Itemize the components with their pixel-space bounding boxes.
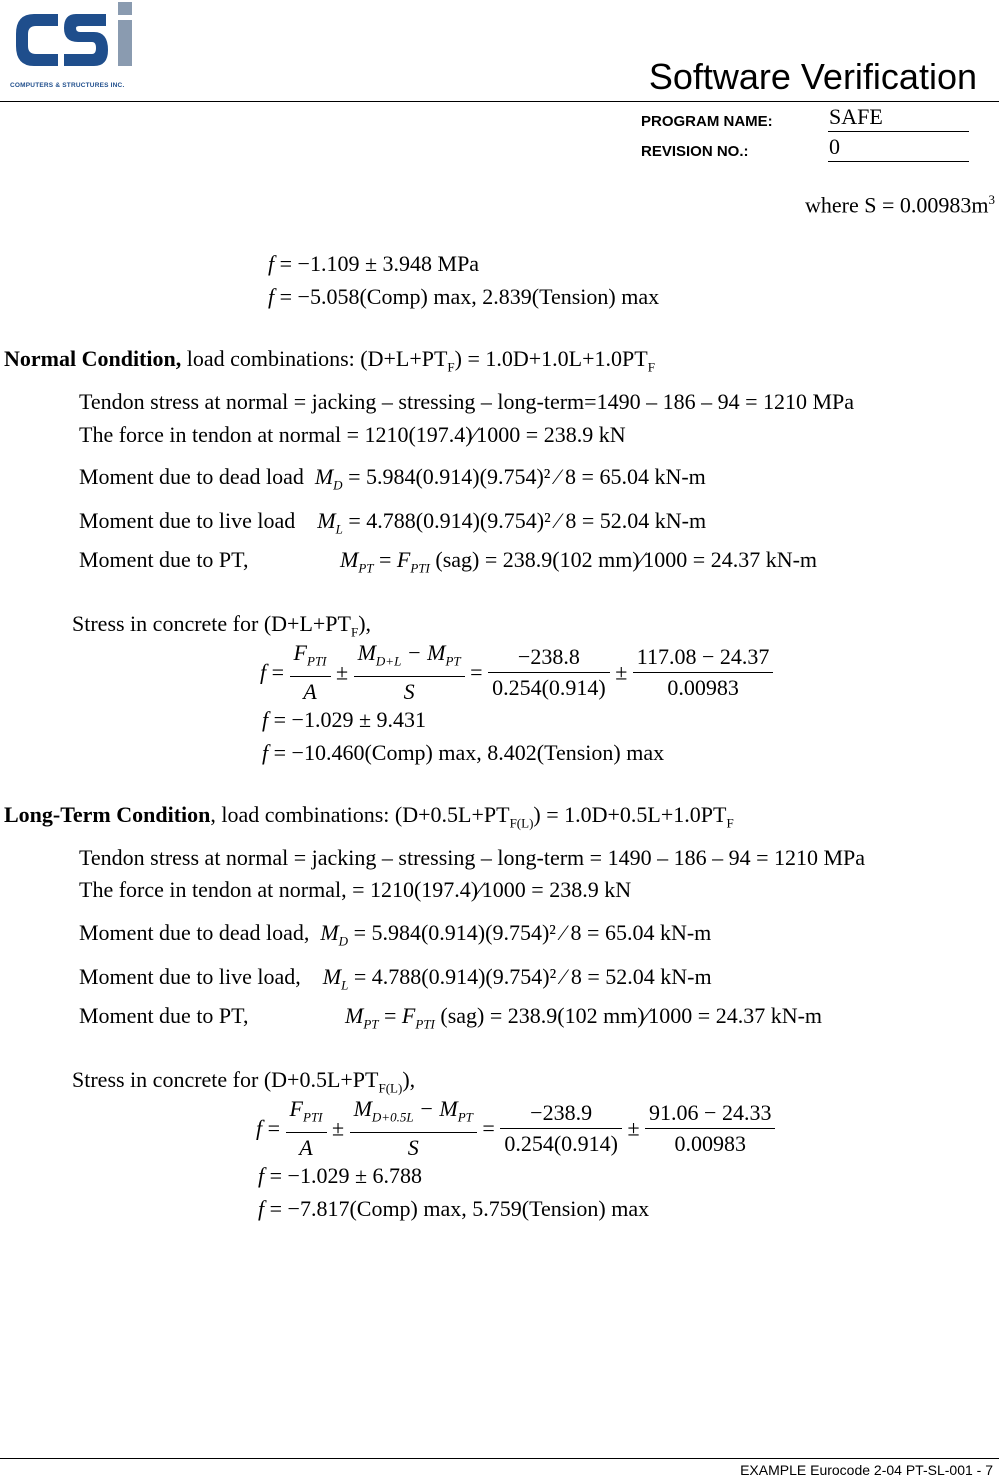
numerator-f: F (289, 1096, 303, 1121)
f-symbol: f (268, 251, 275, 276)
d-subscript: D (333, 477, 343, 493)
m-symbol: M (320, 920, 339, 945)
fraction-fpti-a (286, 1096, 327, 1161)
normal-force (79, 422, 626, 448)
normal-pt-equation (340, 547, 817, 576)
pm-sign: ± (615, 659, 628, 685)
normal-stress-fraction-equation (260, 640, 773, 705)
normal-heading-end-sub: F (647, 359, 655, 375)
m-symbol: M (322, 964, 342, 989)
pm-sign: ± (627, 1115, 640, 1141)
numerator-m: M (357, 640, 376, 665)
longterm-res2-value: = −7.817(Comp) max, 5.759(Tension) max (269, 1196, 650, 1221)
normal-condition-heading (4, 346, 655, 375)
top-eq2-value: = −5.058(Comp) max, 2.839(Tension) max (279, 284, 660, 309)
longterm-res1-value: = −1.029 ± 6.788 (269, 1163, 423, 1188)
program-name-value: SAFE (829, 104, 883, 129)
fraction-moment-s (354, 640, 465, 705)
fraction-numerator: 91.06 − 24.33 (645, 1100, 775, 1129)
longterm-result-1 (258, 1163, 422, 1189)
longterm-heading-end-sub: F (726, 815, 734, 831)
normal-pt-label: Moment due to PT, (79, 547, 249, 572)
pt-subscript: PT (363, 1016, 379, 1032)
longterm-pt-equation (345, 1003, 822, 1032)
normal-result-1 (262, 707, 426, 733)
f-symbol: f (262, 740, 269, 765)
normal-stress-label (72, 611, 371, 640)
normal-live-eq: = 4.788(0.914)(9.754)² ⁄ 8 = 52.04 kN-m (348, 508, 707, 533)
fraction-denominator: A (303, 679, 317, 705)
m-symbol: M (345, 1003, 364, 1028)
pm-sign: ± (332, 1115, 345, 1141)
top-equation-2 (268, 284, 659, 310)
where-s-exponent: 3 (988, 192, 995, 207)
f-cap-symbol: F (396, 547, 411, 572)
longterm-force-eq: 1210(197.4)⁄1000 = 238.9 kN (369, 877, 632, 902)
normal-dead-eq: = 5.984(0.914)(9.754)² ⁄ 8 = 65.04 kN-m (348, 464, 706, 489)
normal-force-label: The force in tendon at normal = (79, 422, 365, 447)
longterm-force (79, 877, 631, 903)
longterm-pt-moment (79, 1003, 248, 1029)
longterm-dead-eq: = 5.984(0.914)(9.754)² ⁄ 8 = 65.04 kN-m (353, 920, 712, 945)
m-symbol: M (317, 508, 336, 533)
logo-subtitle: COMPUTERS & STRUCTURES INC. (10, 82, 125, 89)
fraction-fpti-a (290, 640, 331, 705)
f-symbol: f (260, 659, 267, 685)
numerator-f-sub: PTI (307, 653, 327, 669)
normal-tendon-stress: Tendon stress at normal = jacking – stressing – long-term=1490 – 186 – 94 = 1210 MPa (79, 389, 855, 414)
numerator-mpt-sub: PT (457, 1109, 473, 1125)
longterm-heading-sub: F(L) (509, 815, 534, 831)
page-title: Software Verification (648, 56, 977, 97)
normal-pt-eq: (sag) = 238.9(102 mm)⁄1000 = 24.37 kN-m (435, 547, 818, 572)
fraction-denominator: 0.00983 (667, 675, 739, 701)
where-s-text (805, 192, 995, 218)
numerator-mpt: − M (406, 640, 446, 665)
fraction-numerator: 117.08 − 24.37 (633, 644, 774, 673)
fraction-denominator: 0.254(0.914) (492, 675, 606, 701)
numerator-mpt: − M (419, 1096, 458, 1121)
longterm-live-eq: = 4.788(0.914)(9.754)² ⁄ 8 = 52.04 kN-m (353, 964, 712, 989)
fraction-denominator: A (299, 1135, 313, 1161)
normal-force-eq: 1210(197.4)⁄1000 = 238.9 kN (364, 422, 626, 447)
fraction-numerator (286, 1096, 327, 1133)
f-symbol: f (258, 1196, 265, 1221)
longterm-dead-moment (79, 920, 711, 949)
longterm-heading-rest: , load combinations: (D+0.5L+PT (210, 802, 510, 827)
m-symbol: M (314, 464, 334, 489)
normal-dead-label: Moment due to dead load (79, 464, 304, 489)
eq-sign: = (470, 659, 483, 685)
f-symbol: f (262, 707, 269, 732)
fraction-numerator (354, 640, 465, 677)
program-name-label: PROGRAM NAME: (641, 113, 773, 130)
footer-text: EXAMPLE Eurocode 2-04 PT-SL-001 - 7 (740, 1462, 993, 1478)
csi-logo-graphic (10, 2, 140, 74)
normal-result-2 (262, 740, 664, 766)
f-symbol: f (268, 284, 275, 309)
longterm-live-label: Moment due to live load, (79, 964, 301, 989)
normal-dead-moment (79, 464, 706, 493)
longterm-condition-heading (4, 802, 734, 831)
longterm-tendon-stress: Tendon stress at normal = jacking – stressing – long-term = 1490 – 186 – 94 = 1210 MPa (79, 845, 866, 870)
l-subscript: L (341, 977, 349, 993)
top-eq1-value: = −1.109 ± 3.948 MPa (279, 251, 480, 276)
normal-heading-bold: Normal Condition, (4, 346, 182, 371)
numerator-mpt-sub: PT (445, 653, 461, 669)
f-symbol: f (256, 1115, 263, 1141)
eq-sign: = (379, 547, 392, 572)
longterm-stress-end: ), (402, 1067, 416, 1092)
d-subscript: D (338, 933, 349, 949)
where-s-value: where S = 0.00983m (805, 192, 989, 218)
header-rule (0, 101, 999, 102)
numerator-f-sub: PTI (303, 1109, 323, 1125)
eq-sign: = (384, 1003, 397, 1028)
longterm-dead-label: Moment due to dead load, (79, 920, 310, 945)
csi-logo (10, 2, 140, 90)
numerator-m: M (353, 1096, 372, 1121)
eq-sign: = (267, 1115, 281, 1141)
longterm-heading-bold: Long-Term Condition (4, 802, 211, 827)
revision-label: REVISION NO.: (641, 143, 749, 160)
f-symbol: f (258, 1163, 265, 1188)
longterm-result-2 (258, 1196, 649, 1222)
program-name-underline (828, 131, 969, 132)
fraction-numerator (350, 1096, 477, 1133)
normal-res2-value: = −10.460(Comp) max, 8.402(Tension) max (273, 740, 665, 765)
longterm-live-moment (79, 964, 712, 993)
longterm-stress-label (72, 1067, 415, 1096)
fraction-numerator (290, 640, 331, 677)
fraction-moment-s (350, 1096, 477, 1161)
footer-rule (0, 1458, 999, 1459)
normal-stress-sub: F (350, 624, 359, 640)
fraction-denominator: S (403, 679, 415, 705)
normal-heading-rest: load combinations: (D+L+PT (181, 346, 448, 371)
fraction-numerator: −238.8 (488, 644, 610, 673)
longterm-stress-fraction-equation (256, 1096, 775, 1161)
f-cap-symbol: F (401, 1003, 416, 1028)
pm-sign: ± (336, 659, 349, 685)
eq-sign: = (271, 659, 285, 685)
fraction-denominator: 0.254(0.914) (504, 1131, 618, 1157)
top-equation-1 (268, 251, 479, 277)
fraction-numerator: −238.9 (500, 1100, 622, 1129)
normal-live-label: Moment due to live load (79, 508, 296, 533)
normal-live-moment (79, 508, 706, 537)
numerator-f: F (293, 640, 307, 665)
fraction-force-area (500, 1100, 622, 1157)
fraction-force-area (488, 644, 610, 701)
longterm-stress-text: Stress in concrete for (D+0.5L+PT (72, 1067, 379, 1092)
normal-stress-text: Stress in concrete for (D+L+PT (72, 611, 351, 636)
pti-subscript: PTI (415, 1016, 435, 1032)
m-symbol: M (340, 547, 359, 572)
longterm-pt-label: Moment due to PT, (79, 1003, 249, 1028)
eq-sign: = (482, 1115, 495, 1141)
normal-pt-moment (79, 547, 248, 573)
fraction-moment-modulus (633, 644, 774, 701)
longterm-pt-eq: (sag) = 238.9(102 mm)⁄1000 = 24.37 kN-m (440, 1003, 823, 1028)
revision-underline (828, 161, 969, 162)
fraction-moment-modulus (645, 1100, 775, 1157)
longterm-stress-sub: F(L) (378, 1080, 403, 1096)
pti-subscript: PTI (410, 560, 430, 576)
numerator-m-sub: D+0.5L (371, 1109, 414, 1125)
l-subscript: L (335, 521, 343, 537)
normal-res1-value: = −1.029 ± 9.431 (273, 707, 427, 732)
longterm-force-label: The force in tendon at normal, = (79, 877, 370, 902)
fraction-denominator: 0.00983 (674, 1131, 746, 1157)
longterm-heading-end: ) = 1.0D+0.5L+1.0PT (533, 802, 727, 827)
normal-heading-end: ) = 1.0D+1.0L+1.0PT (454, 346, 648, 371)
normal-heading-sub: F (447, 359, 455, 375)
normal-stress-end: ), (358, 611, 372, 636)
pt-subscript: PT (358, 560, 374, 576)
revision-value: 0 (829, 134, 840, 159)
fraction-denominator: S (407, 1135, 419, 1161)
numerator-m-sub: D+L (375, 653, 402, 669)
